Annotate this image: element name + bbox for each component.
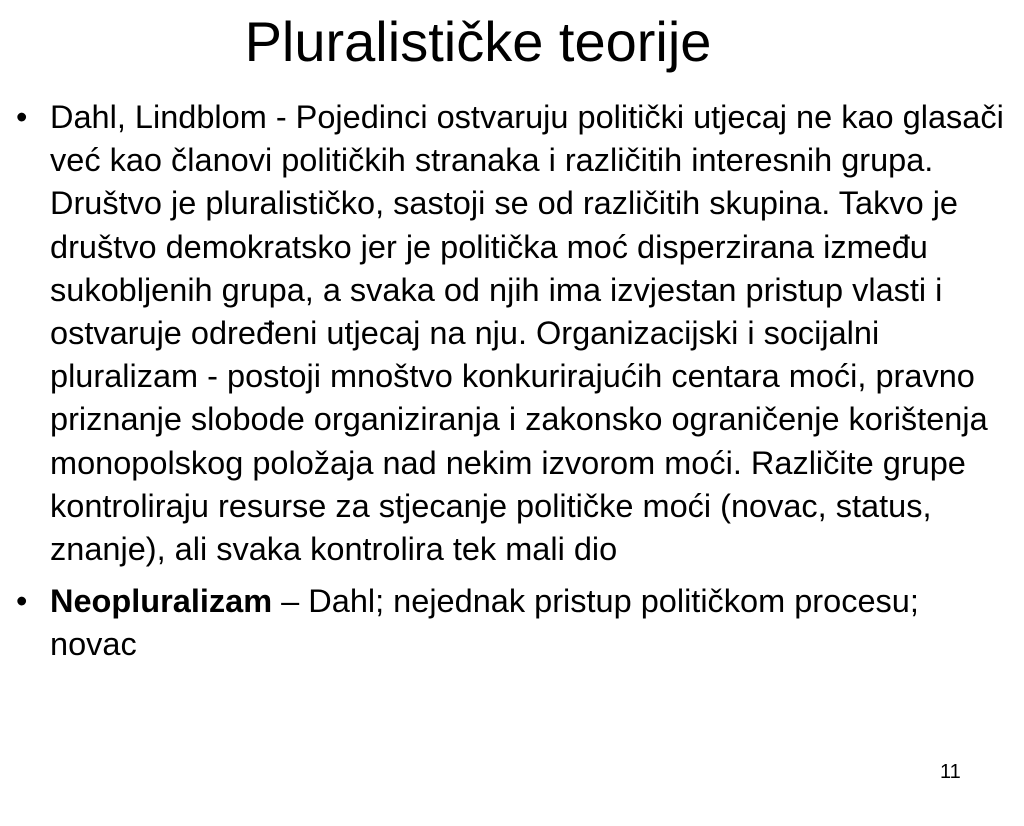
bullet-text: Dahl, Lindblom - Pojedinci ostvaruju politički utjecaj ne kao glasači već kao članovi političkih stranaka i različitih interesnih grupa. Društvo je pluralističko, sastoji se od različitih skupina. Takvo je društvo demokratsko jer je politička moć disperzirana između sukobljenih grupa, a svaka od njih ima izvjestan pristup vlasti i ostvaruje određeni utjecaj na nju. Organizacijski i socijalni pluralizam - postoji mnoštvo konkurirajućih centara moći, pravno priznanje slobode organiziranja i zakonsko ograničenje korištenja monopolskog položaja nad nekim izvorom moći. Različite grupe kontroliraju resurse za stjecanje političke moći (novac, status, znanje), ali svaka kontrolira tek mali dio bbox=[50, 99, 1004, 568]
slide-title: Pluralističke teorije bbox=[244, 10, 712, 73]
bullet-text bbox=[50, 580, 1014, 666]
bullet-icon: • bbox=[16, 583, 28, 620]
page-number: 11 bbox=[940, 761, 961, 783]
bullet-item-neopluralism bbox=[10, 580, 1014, 666]
bullet-icon: • bbox=[16, 99, 28, 135]
bullet-list bbox=[10, 96, 1014, 667]
bullet-item-pluralism bbox=[10, 96, 1014, 571]
bullet-rest-text: – Dahl; nejednak pristup političkom procesu; novac bbox=[50, 583, 919, 663]
bullet-bold-term: Neopluralizam bbox=[50, 583, 273, 620]
